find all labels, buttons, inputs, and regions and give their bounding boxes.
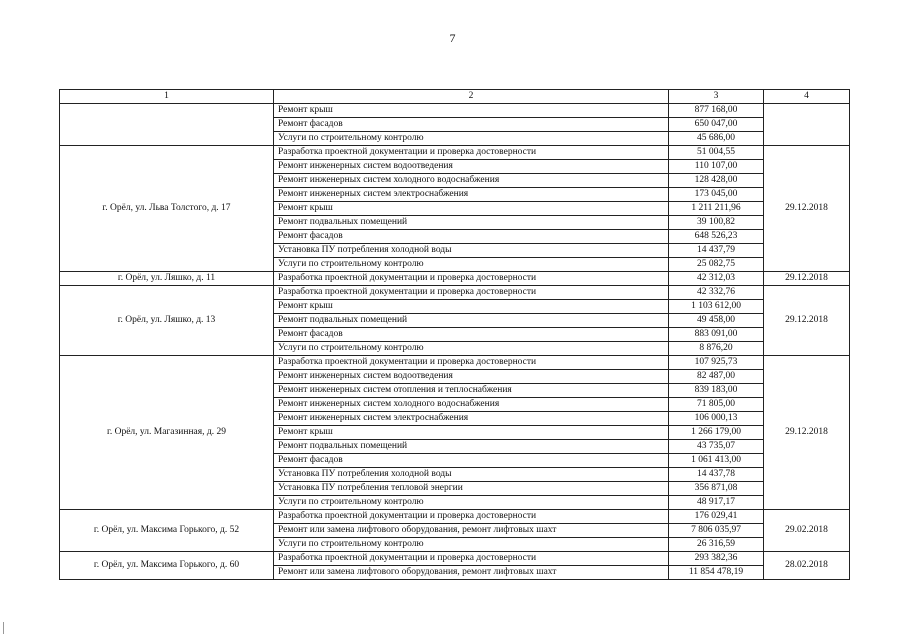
cost-cell: 39 100,82 <box>669 216 764 230</box>
work-type-cell: Ремонт инженерных систем холодного водоснабжения <box>274 174 669 188</box>
cost-cell: 128 428,00 <box>669 174 764 188</box>
cost-cell: 293 382,36 <box>669 552 764 566</box>
work-type-cell: Разработка проектной документации и проверка достоверности <box>274 356 669 370</box>
work-type-cell: Разработка проектной документации и проверка достоверности <box>274 510 669 524</box>
work-type-cell: Разработка проектной документации и проверка достоверности <box>274 146 669 160</box>
cost-cell: 1 266 179,00 <box>669 426 764 440</box>
cost-cell: 26 316,59 <box>669 538 764 552</box>
work-type-cell: Ремонт крыш <box>274 426 669 440</box>
work-type-cell: Установка ПУ потребления холодной воды <box>274 468 669 482</box>
deadline-date-cell: 29.12.2018 <box>764 146 850 272</box>
deadline-date-cell: 29.12.2018 <box>764 272 850 286</box>
cost-cell: 106 000,13 <box>669 412 764 426</box>
work-type-cell: Ремонт крыш <box>274 104 669 118</box>
cost-cell: 8 876,20 <box>669 342 764 356</box>
cost-cell: 51 004,55 <box>669 146 764 160</box>
address-cell: г. Орёл, ул. Магазинная, д. 29 <box>60 356 274 510</box>
work-type-cell: Ремонт фасадов <box>274 230 669 244</box>
cost-cell: 45 686,00 <box>669 132 764 146</box>
table-row <box>60 356 850 370</box>
address-cell: г. Орёл, ул. Максима Горького, д. 60 <box>60 552 274 580</box>
work-type-cell: Установка ПУ потребления холодной воды <box>274 244 669 258</box>
cost-cell: 356 871,08 <box>669 482 764 496</box>
column-header: 2 <box>274 90 669 104</box>
column-header: 1 <box>60 90 274 104</box>
work-type-cell: Ремонт подвальных помещений <box>274 440 669 454</box>
cost-cell: 48 917,17 <box>669 496 764 510</box>
address-cell: г. Орёл, ул. Максима Горького, д. 52 <box>60 510 274 552</box>
work-type-cell: Ремонт инженерных систем электроснабжения <box>274 412 669 426</box>
work-type-cell: Услуги по строительному контролю <box>274 342 669 356</box>
cost-cell: 176 029,41 <box>669 510 764 524</box>
cost-cell: 648 526,23 <box>669 230 764 244</box>
work-type-cell: Ремонт инженерных систем водоотведения <box>274 370 669 384</box>
scan-edge-mark <box>3 622 4 634</box>
work-type-cell: Ремонт инженерных систем водоотведения <box>274 160 669 174</box>
work-type-cell: Ремонт инженерных систем отопления и теплоснабжения <box>274 384 669 398</box>
cost-cell: 42 332,76 <box>669 286 764 300</box>
deadline-date-cell: 29.12.2018 <box>764 286 850 356</box>
cost-cell: 839 183,00 <box>669 384 764 398</box>
work-type-cell: Услуги по строительному контролю <box>274 496 669 510</box>
cost-cell: 7 806 035,97 <box>669 524 764 538</box>
table-row <box>60 552 850 566</box>
cost-cell: 173 045,00 <box>669 188 764 202</box>
deadline-date-cell: 29.02.2018 <box>764 510 850 552</box>
work-type-cell: Услуги по строительному контролю <box>274 132 669 146</box>
work-type-cell: Ремонт или замена лифтового оборудования, ремонт лифтовых шахт <box>274 524 669 538</box>
cost-cell: 877 168,00 <box>669 104 764 118</box>
table-row <box>60 286 850 300</box>
work-type-cell: Разработка проектной документации и проверка достоверности <box>274 272 669 286</box>
cost-cell: 14 437,78 <box>669 468 764 482</box>
works-table <box>59 89 850 580</box>
cost-cell: 883 091,00 <box>669 328 764 342</box>
cost-cell: 49 458,00 <box>669 314 764 328</box>
header-row <box>60 90 850 104</box>
cost-cell: 71 805,00 <box>669 398 764 412</box>
cost-cell: 11 854 478,19 <box>669 566 764 580</box>
cost-cell: 43 735,07 <box>669 440 764 454</box>
table-row <box>60 272 850 286</box>
work-type-cell: Ремонт подвальных помещений <box>274 216 669 230</box>
table-row <box>60 146 850 160</box>
work-type-cell: Установка ПУ потребления тепловой энергии <box>274 482 669 496</box>
column-header: 3 <box>669 90 764 104</box>
address-cell: г. Орёл, ул. Ляшко, д. 11 <box>60 272 274 286</box>
deadline-date-cell: 29.12.2018 <box>764 356 850 510</box>
column-header: 4 <box>764 90 850 104</box>
cost-cell: 110 107,00 <box>669 160 764 174</box>
work-type-cell: Ремонт инженерных систем электроснабжения <box>274 188 669 202</box>
work-type-cell: Ремонт фасадов <box>274 454 669 468</box>
table-row <box>60 510 850 524</box>
work-type-cell: Услуги по строительному контролю <box>274 258 669 272</box>
work-type-cell: Ремонт или замена лифтового оборудования, ремонт лифтовых шахт <box>274 566 669 580</box>
cost-cell: 1 103 612,00 <box>669 300 764 314</box>
work-type-cell: Ремонт фасадов <box>274 118 669 132</box>
page-number: 7 <box>449 31 456 45</box>
cost-cell: 107 925,73 <box>669 356 764 370</box>
cost-cell: 42 312,03 <box>669 272 764 286</box>
cost-cell: 1 211 211,96 <box>669 202 764 216</box>
table-body <box>60 104 850 580</box>
work-type-cell: Разработка проектной документации и проверка достоверности <box>274 552 669 566</box>
work-type-cell: Ремонт подвальных помещений <box>274 314 669 328</box>
cost-cell: 82 487,00 <box>669 370 764 384</box>
cost-cell: 25 082,75 <box>669 258 764 272</box>
deadline-date-cell <box>764 104 850 146</box>
work-type-cell: Ремонт инженерных систем холодного водоснабжения <box>274 398 669 412</box>
address-cell <box>60 104 274 146</box>
cost-cell: 1 061 413,00 <box>669 454 764 468</box>
deadline-date-cell: 28.02.2018 <box>764 552 850 580</box>
cost-cell: 14 437,79 <box>669 244 764 258</box>
work-type-cell: Ремонт крыш <box>274 300 669 314</box>
table-row <box>60 104 850 118</box>
work-type-cell: Ремонт фасадов <box>274 328 669 342</box>
work-type-cell: Услуги по строительному контролю <box>274 538 669 552</box>
work-type-cell: Ремонт крыш <box>274 202 669 216</box>
address-cell: г. Орёл, ул. Льва Толстого, д. 17 <box>60 146 274 272</box>
work-type-cell: Разработка проектной документации и проверка достоверности <box>274 286 669 300</box>
cost-cell: 650 047,00 <box>669 118 764 132</box>
address-cell: г. Орёл, ул. Ляшко, д. 13 <box>60 286 274 356</box>
